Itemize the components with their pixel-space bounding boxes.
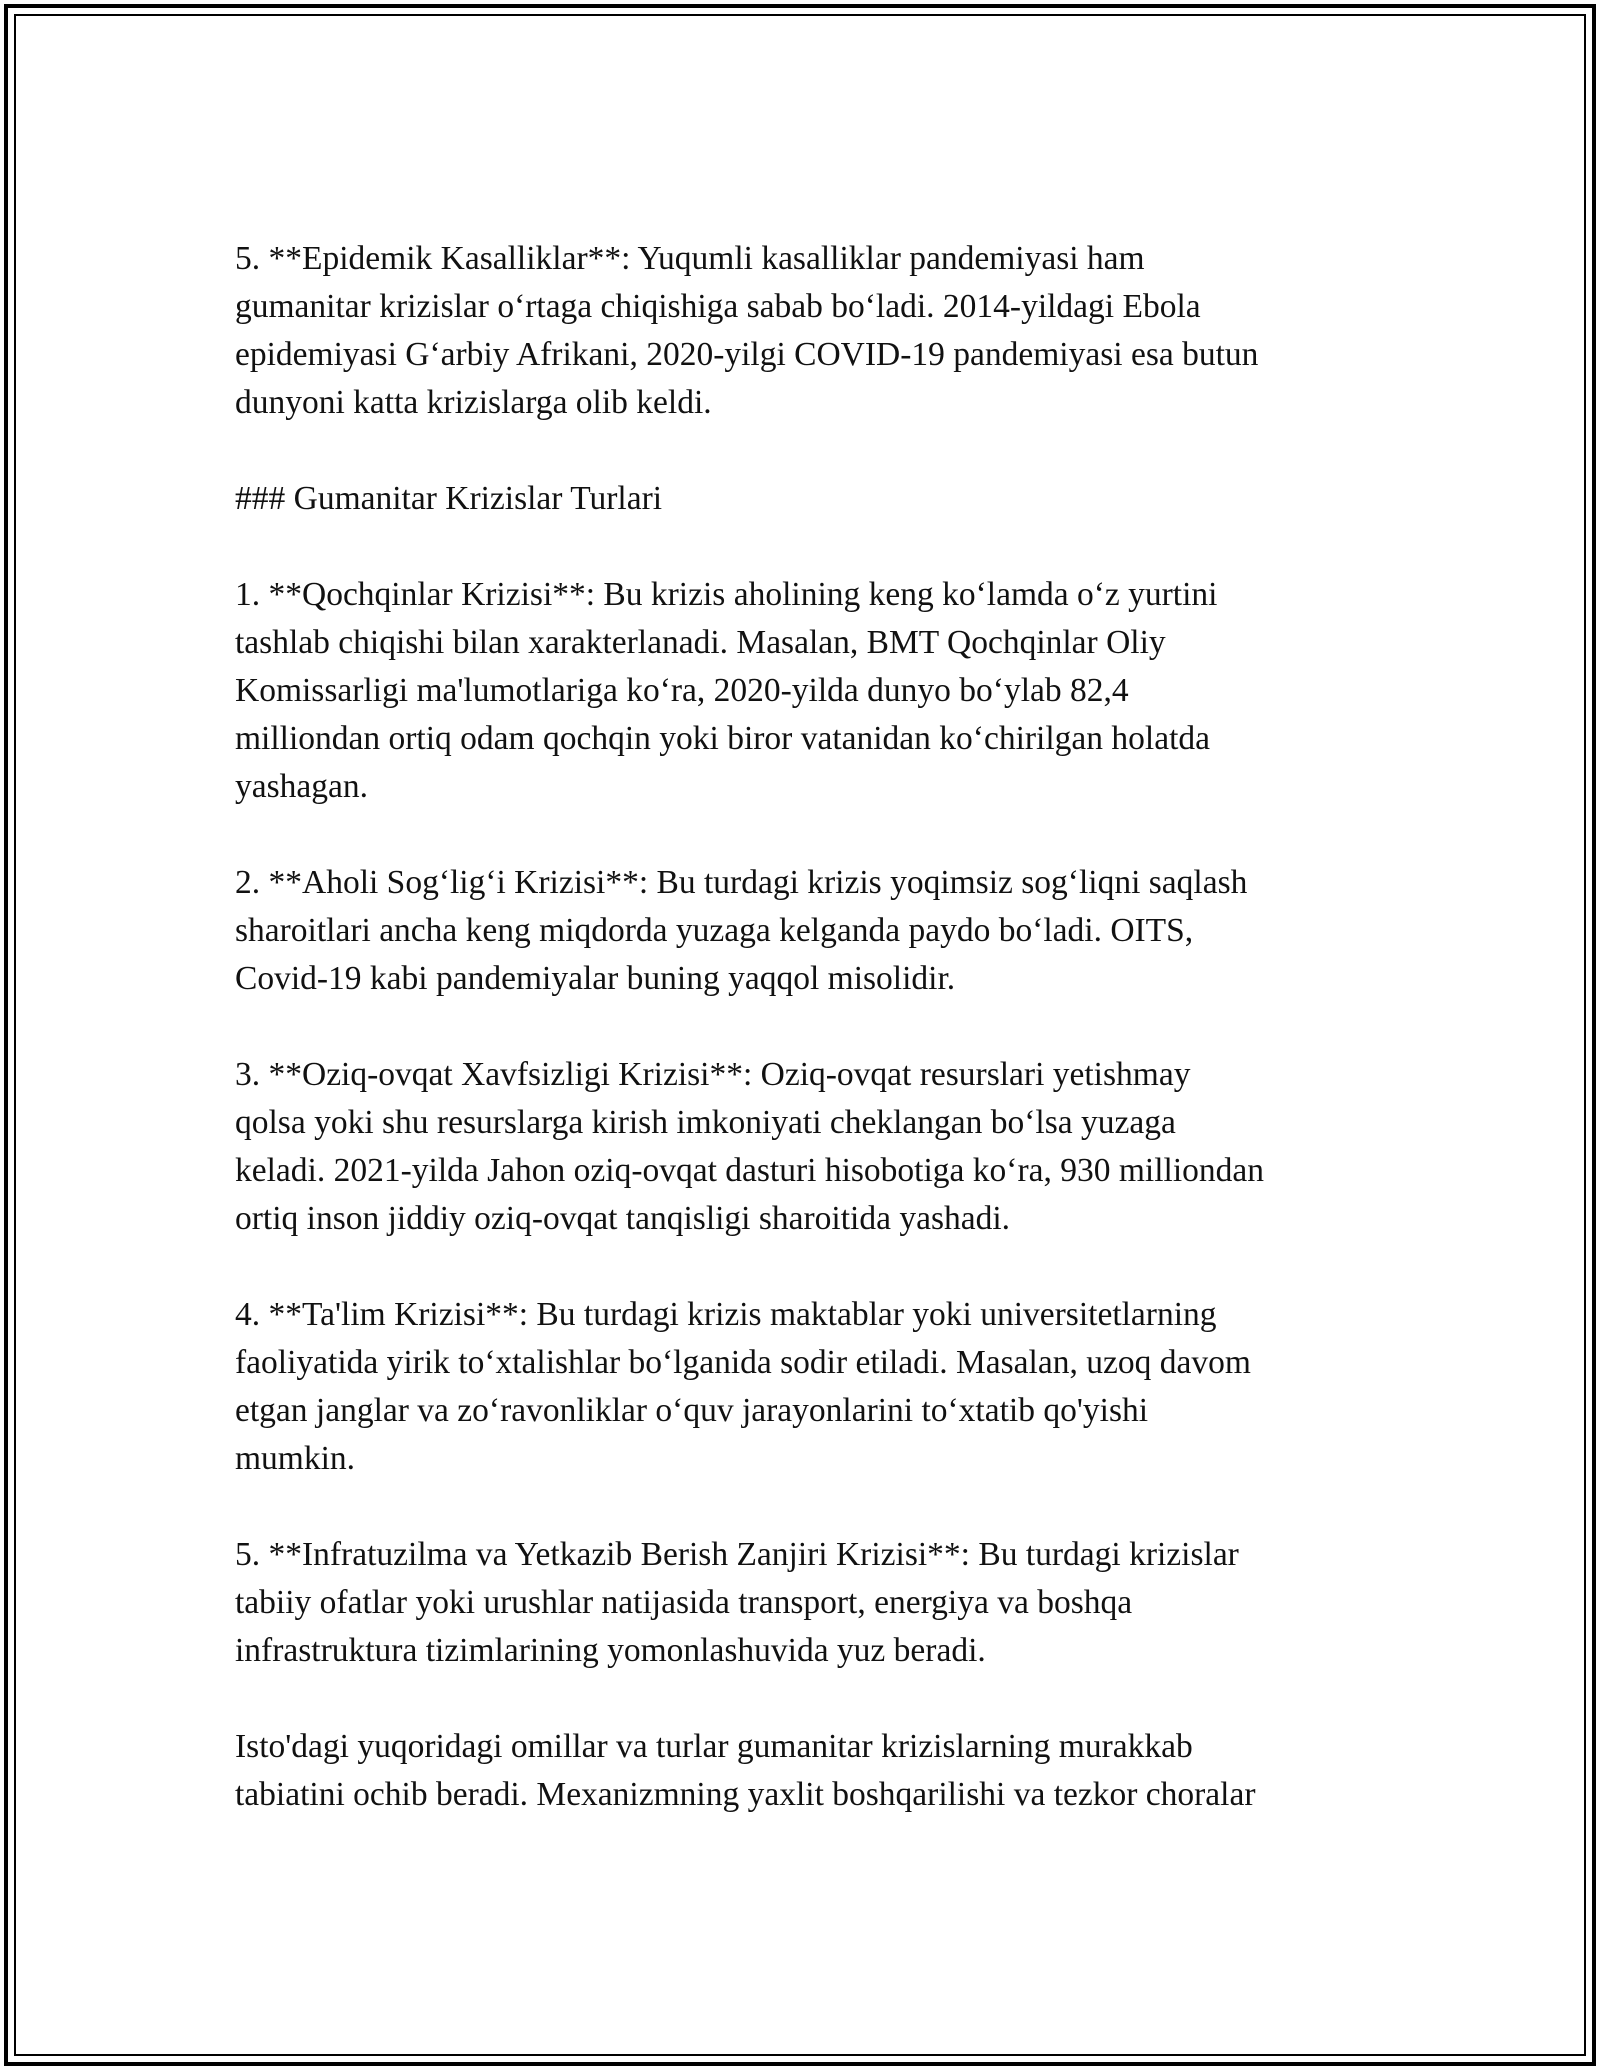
text-line: 5. **Infratuzilma va Yetkazib Berish Zanjiri Krizisi**: Bu turdagi krizislar [235,1536,1239,1573]
text-line: milliondan ortiq odam qochqin yoki biror vatanidan koʻchirilgan holatda [235,720,1211,757]
text-line: tabiiy ofatlar yoki urushlar natijasida transport, energiya va boshqa [235,1584,1133,1621]
text-line: dunyoni katta krizislarga olib keldi. [235,384,712,421]
section-heading [235,475,1375,523]
text-line: mumkin. [235,1440,356,1477]
text-line: epidemiyasi Gʻarbiy Afrikani, 2020-yilgi COVID-19 pandemiyasi esa butun [235,336,1259,373]
text-line: 3. **Oziq-ovqat Xavfsizligi Krizisi**: Oziq-ovqat resurslari yetishmay [235,1056,1191,1093]
text-line: ortiq inson jiddiy oziq-ovqat tanqisligi sharoitida yashadi. [235,1200,1011,1237]
text-line: 4. **Ta'lim Krizisi**: Bu turdagi krizis maktablar yoki universitetlarning [235,1296,1217,1333]
paragraph-epidemic-diseases [235,235,1375,427]
paragraph-conclusion [235,1723,1375,1819]
paragraph-infrastructure-crisis [235,1531,1375,1675]
text-line: sharoitlari ancha keng miqdorda yuzaga kelganda paydo boʻladi. OITS, [235,912,1194,949]
text-line: 1. **Qochqinlar Krizisi**: Bu krizis aholining keng koʻlamda oʻz yurtini [235,576,1218,613]
text-line: qolsa yoki shu resurslarga kirish imkoniyati cheklangan boʻlsa yuzaga [235,1104,1176,1141]
text-line: tabiatini ochib beradi. Mexanizmning yaxlit boshqarilishi va tezkor choralar [235,1776,1256,1813]
text-line: keladi. 2021-yilda Jahon oziq-ovqat dasturi hisobotiga koʻra, 930 milliondan [235,1152,1264,1189]
text-line: yashagan. [235,768,369,805]
paragraph-refugee-crisis [235,571,1375,811]
text-line: infrastruktura tizimlarining yomonlashuvida yuz beradi. [235,1632,986,1669]
text-line: faoliyatida yirik toʻxtalishlar boʻlganida sodir etiladi. Masalan, uzoq davom [235,1344,1251,1381]
text-line: etgan janglar va zoʻravonliklar oʻquv jarayonlarini toʻxtatib qo'yishi [235,1392,1149,1429]
text-line: gumanitar krizislar oʻrtaga chiqishiga sabab boʻladi. 2014-yildagi Ebola [235,288,1201,325]
text-line: Isto'dagi yuqoridagi omillar va turlar gumanitar krizislarning murakkab [235,1728,1193,1765]
text-line: 2. **Aholi Sogʻligʻi Krizisi**: Bu turdagi krizis yoqimsiz sogʻliqni saqlash [235,864,1248,901]
text-line: tashlab chiqishi bilan xarakterlanadi. Masalan, BMT Qochqinlar Oliy [235,624,1166,661]
paragraph-health-crisis [235,859,1375,1003]
text-line: 5. **Epidemik Kasalliklar**: Yuqumli kasalliklar pandemiyasi ham [235,240,1145,277]
heading-text: ### Gumanitar Krizislar Turlari [235,480,663,517]
text-line: Komissarligi ma'lumotlariga koʻra, 2020-yilda dunyo boʻylab 82,4 [235,672,1129,709]
paragraph-food-security-crisis [235,1051,1375,1243]
paragraph-education-crisis [235,1291,1375,1483]
text-line: Covid-19 kabi pandemiyalar buning yaqqol misolidir. [235,960,956,997]
document-body [235,235,1375,1867]
